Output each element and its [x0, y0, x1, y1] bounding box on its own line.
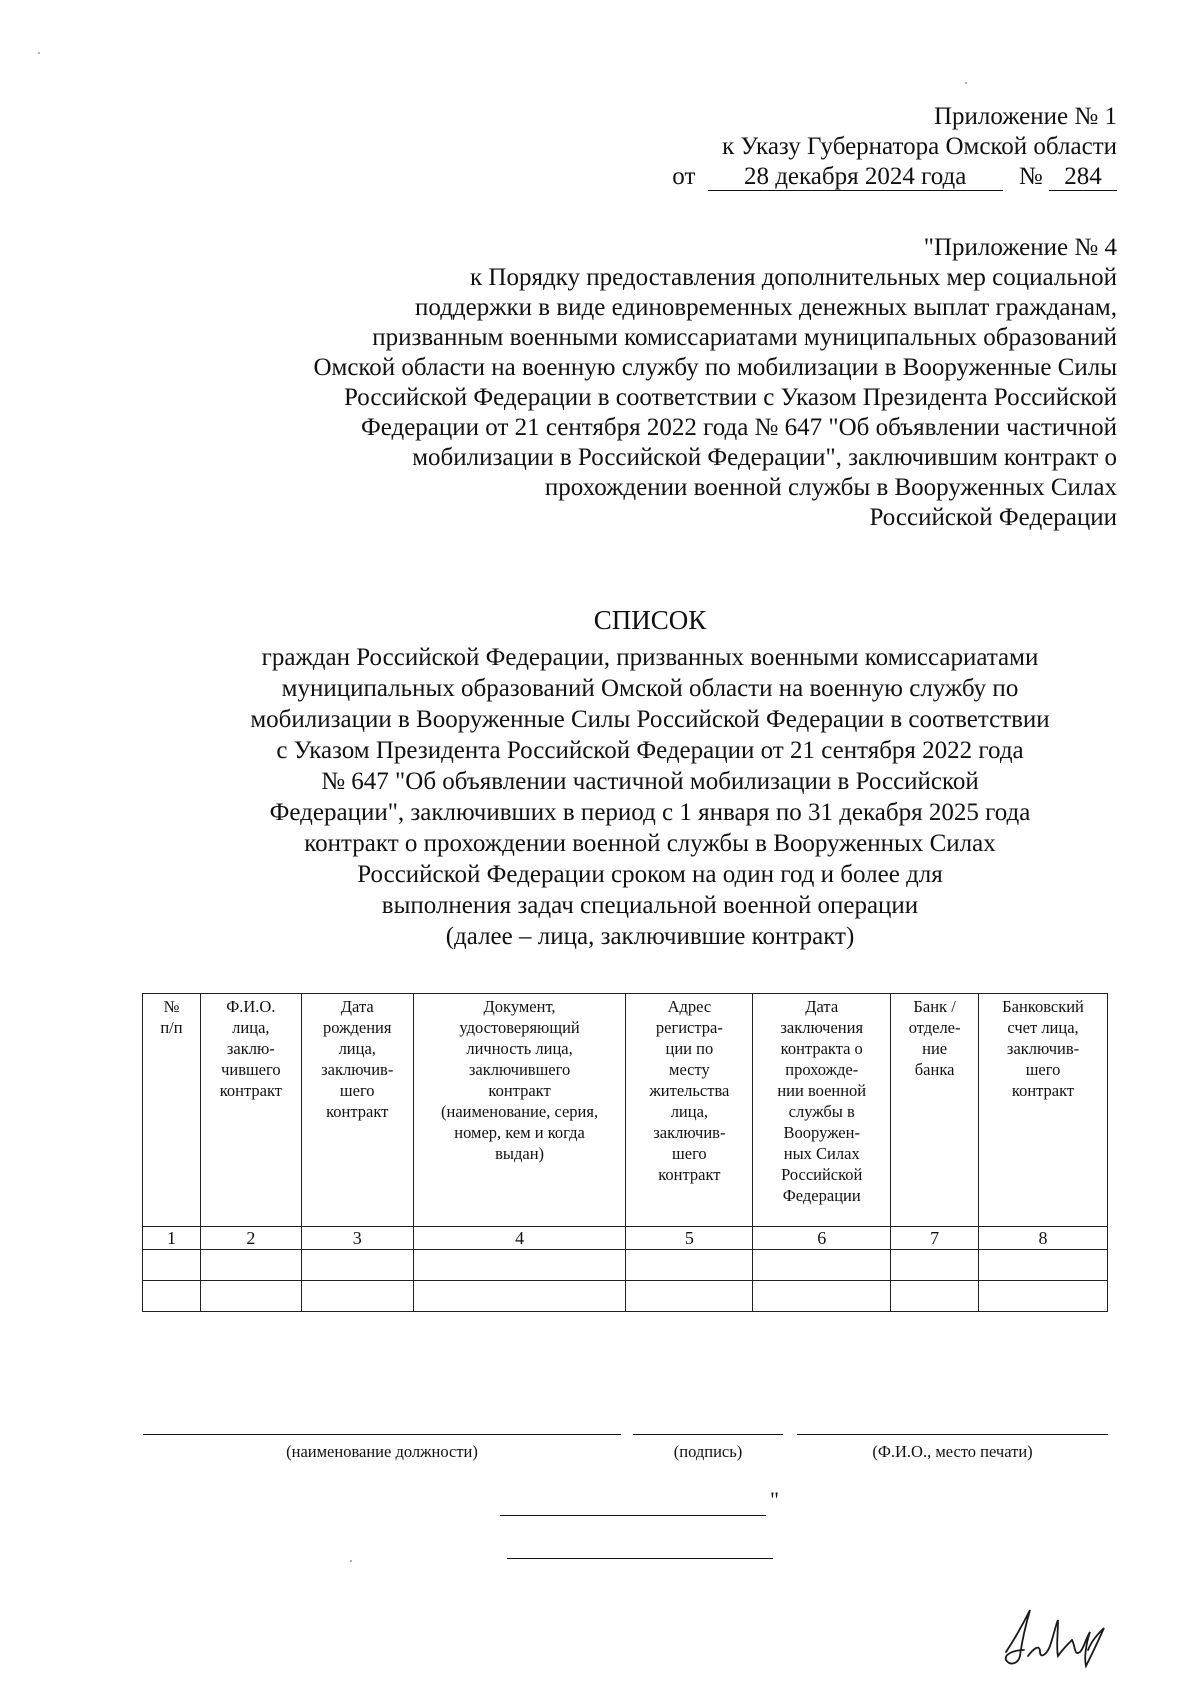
header-text: контракт [1011, 1081, 1075, 1100]
scan-speck [965, 82, 967, 84]
table-cell [143, 1281, 201, 1312]
header-text: лица, [232, 1018, 270, 1037]
header-cell-birth-date [301, 994, 413, 1227]
column-number: 8 [979, 1227, 1108, 1250]
scan-speck [350, 1560, 352, 1562]
header-text: контракт [326, 1102, 389, 1121]
header-cell-fio [200, 994, 301, 1227]
header-text: прохожде- [785, 1060, 859, 1079]
header-text: шего [1025, 1060, 1061, 1079]
header-text: нии военной [777, 1081, 867, 1100]
annex4-line: к Порядку предоставления дополнительных мер социальной [470, 264, 1117, 291]
annex4-block [197, 233, 1117, 533]
header-text: контракт [488, 1081, 551, 1100]
list-subtitle [130, 642, 1170, 952]
scan-speck [38, 52, 40, 54]
date-line-second [507, 1558, 773, 1559]
header-text: службы в [788, 1102, 855, 1121]
table-row [143, 1281, 1108, 1312]
annex1-date-line [672, 162, 1117, 192]
subtitle-line: № 647 "Об объявлении частичной мобилизации в Российской [321, 768, 979, 795]
header-text: заключившего [468, 1060, 571, 1079]
contract-list-table [142, 993, 1108, 1312]
table-row [143, 1250, 1108, 1281]
header-text: выдан) [495, 1144, 545, 1163]
header-text: Адрес [667, 997, 712, 1016]
annex1-number-label: № [1018, 163, 1043, 190]
header-text: лица, [670, 1102, 709, 1121]
subtitle-line: Федерации", заключивших в период с 1 января по 31 декабря 2025 года [269, 799, 1031, 826]
annex4-line: мобилизации в Российской Федерации", заключившим контракт о [412, 444, 1117, 471]
closing-quote: " [770, 1487, 779, 1512]
name-label: (Ф.И.О., место печати) [872, 1442, 1033, 1461]
annex4-line: Омской области на военную службу по мобилизации в Вооруженные Силы [313, 354, 1117, 381]
header-text: заключения [780, 1018, 864, 1037]
list-heading: СПИСОК [593, 605, 707, 635]
header-text: контракт [219, 1081, 282, 1100]
table-cell [626, 1250, 753, 1281]
name-line [797, 1434, 1108, 1435]
header-text: Банк / [913, 997, 956, 1016]
table-cell [753, 1250, 891, 1281]
header-text: шего [339, 1081, 375, 1100]
annex4-line: прохождении военной службы в Вооруженных Силах [544, 474, 1117, 501]
header-text: месту [669, 1060, 710, 1079]
subtitle-line: контракт о прохождении военной службы в Вооруженных Силах [304, 830, 996, 857]
header-text: ции по [665, 1039, 714, 1058]
header-text: контракт [658, 1165, 721, 1184]
position-line [143, 1434, 621, 1435]
annex1-number: 284 [1049, 164, 1117, 191]
header-text: Банковский [1002, 997, 1084, 1016]
subtitle-line: Российской Федерации сроком на один год и более для [357, 861, 943, 888]
header-cell-id-document [413, 994, 626, 1227]
header-text: заклю- [226, 1039, 275, 1058]
header-text: номер, кем и когда [454, 1123, 585, 1142]
annex1-title: Приложение № 1 [933, 103, 1117, 130]
header-text: Дата [805, 997, 839, 1016]
table-cell [143, 1250, 201, 1281]
header-text: ных Силах [783, 1144, 860, 1163]
column-number: 1 [143, 1227, 201, 1250]
header-cell-address [626, 994, 753, 1227]
header-text: заключив- [1006, 1039, 1080, 1058]
annex4-line: Российской Федерации [869, 504, 1117, 531]
header-cell-bank [891, 994, 979, 1227]
column-number-row [143, 1227, 1108, 1250]
annex4-line: Федерации от 21 сентября 2022 года № 647 "Об объявлении частичной [360, 414, 1117, 441]
handwritten-initials [1000, 1600, 1110, 1677]
table-cell [753, 1281, 891, 1312]
annex1-decree: к Указу Губернатора Омской области [722, 133, 1117, 160]
table-cell [413, 1250, 626, 1281]
header-text: счет лица, [1007, 1018, 1079, 1037]
header-text: шего [672, 1144, 707, 1163]
header-text: п/п [160, 1018, 183, 1037]
header-text: заключив- [321, 1060, 394, 1079]
header-cell-bank-account [979, 994, 1108, 1227]
column-number: 5 [626, 1227, 753, 1250]
header-text: № [163, 997, 180, 1016]
table-cell [891, 1250, 979, 1281]
header-text: Дата [340, 997, 374, 1016]
annex4-line: Российской Федерации в соответствии с Указом Президента Российской [343, 384, 1117, 411]
column-number: 2 [200, 1227, 301, 1250]
header-text: ние [922, 1039, 948, 1058]
annex4-line: поддержки в виде единовременных денежных выплат гражданам, [415, 294, 1117, 321]
table-cell [891, 1281, 979, 1312]
header-text: Ф.И.О. [226, 997, 276, 1016]
table-cell [200, 1250, 301, 1281]
header-text: личность лица, [466, 1039, 573, 1058]
header-text: регистра- [655, 1018, 723, 1037]
annex1-block [672, 102, 1117, 192]
header-text: удостоверяющий [459, 1018, 580, 1037]
subtitle-line: муниципальных образований Омской области на военную службу по [281, 675, 1019, 702]
annex4-line: "Приложение № 4 [923, 234, 1117, 261]
table-cell [200, 1281, 301, 1312]
table-header-row [143, 994, 1108, 1227]
table-cell [301, 1281, 413, 1312]
column-number: 7 [891, 1227, 979, 1250]
subtitle-line: выполнения задач специальной военной операции [381, 892, 919, 919]
header-text: контракта о [780, 1039, 863, 1058]
position-label: (наименование должности) [286, 1442, 478, 1461]
header-text: Вооружен- [783, 1123, 860, 1142]
header-text: (наименование, серия, [441, 1102, 599, 1121]
table-cell [413, 1281, 626, 1312]
column-number: 6 [753, 1227, 891, 1250]
table-cell [979, 1250, 1108, 1281]
table-cell [301, 1250, 413, 1281]
header-text: банка [914, 1060, 955, 1079]
header-cell-contract-date [753, 994, 891, 1227]
subtitle-line: граждан Российской Федерации, призванных военными комиссариатами [261, 644, 1039, 671]
date-line [500, 1515, 766, 1516]
header-text: Документ, [483, 997, 556, 1016]
signature-line [633, 1434, 783, 1435]
header-text: отделе- [908, 1018, 961, 1037]
table-cell [979, 1281, 1108, 1312]
subtitle-line: (далее – лица, заключившие контракт) [445, 923, 855, 950]
header-text: лица, [338, 1039, 376, 1058]
annex1-date: 28 декабря 2024 года [708, 164, 1003, 191]
column-number: 4 [413, 1227, 626, 1250]
header-text: заключив- [653, 1123, 726, 1142]
header-text: Федерации [782, 1186, 861, 1205]
header-text: чившего [221, 1060, 281, 1079]
header-text: Российской [781, 1165, 863, 1184]
subtitle-line: мобилизации в Вооруженные Силы Российской Федерации в соответствии [250, 706, 1050, 733]
table-cell [626, 1281, 753, 1312]
header-cell-number [143, 994, 201, 1227]
header-text: жительства [649, 1081, 730, 1100]
header-text: рождения [323, 1018, 392, 1037]
signature-label: (подпись) [673, 1442, 743, 1461]
annex4-line: призванным военными комиссариатами муниципальных образований [372, 324, 1117, 351]
annex1-from-label: от [672, 163, 696, 190]
column-number: 3 [301, 1227, 413, 1250]
subtitle-line: с Указом Президента Российской Федерации от 21 сентября 2022 года [276, 737, 1024, 764]
